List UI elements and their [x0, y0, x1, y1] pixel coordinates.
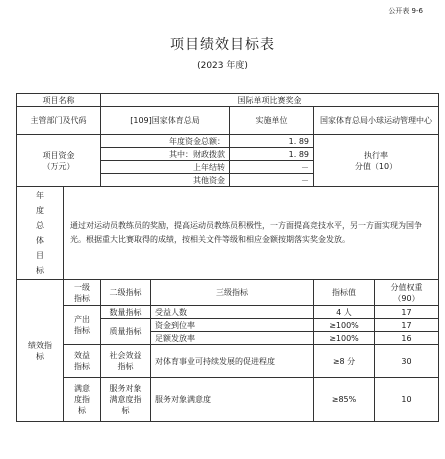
output-quantity: 数量指标: [101, 306, 151, 319]
project-name-label: 项目名称: [17, 94, 101, 107]
dept-label: 主管部门及代码: [17, 107, 101, 135]
satisfaction-lvl3: 服务对象满意度: [151, 378, 314, 422]
output-row-value: 4 人: [314, 306, 375, 319]
output-lvl1: 产出指标: [64, 306, 101, 345]
benefit-weight: 30: [375, 345, 439, 378]
head-lvl3: 三级指标: [151, 280, 314, 306]
exec-rate: 执行率 分值（10）: [314, 135, 439, 187]
output-row-weight: 16: [375, 332, 439, 345]
funds-other-label: 其他资金: [101, 174, 230, 187]
output-quality: 质量指标: [101, 319, 151, 345]
annual-goal-label: 年度总体目标: [17, 187, 64, 280]
page-subtitle: (2023 年度): [197, 61, 248, 71]
impl-label: 实施单位: [230, 107, 314, 135]
indicators-section-label: 绩效指标: [17, 280, 64, 422]
funds-carryover-label: 上年结转: [101, 161, 230, 174]
output-row-lvl3: 资金到位率: [151, 319, 314, 332]
funds-label: 项目资金 （万元）: [17, 135, 101, 187]
funds-other-value: －: [230, 174, 314, 187]
dept-value: [109]国家体育总局: [101, 107, 230, 135]
output-row-weight: 17: [375, 319, 439, 332]
output-row-lvl3: 受益人数: [151, 306, 314, 319]
satisfaction-lvl1: 满意度指标: [64, 378, 101, 422]
funds-carryover-value: －: [230, 161, 314, 174]
head-weight: 分值权重 （90）: [375, 280, 439, 306]
annual-goal-text: 通过对运动员教练员的奖励，提高运动员教练员积极性，一方面提高竞技水平，另一方面实现为国争光。根据重大比赛取得的成绩，按相关文件等级和相应金额按期落实奖金发放。: [64, 187, 439, 280]
head-lvl1: 一级指标: [64, 280, 101, 306]
funds-total-label: 年度资金总额：: [101, 135, 230, 148]
output-row-value: ≥100%: [314, 332, 375, 345]
benefit-lvl2: 社会效益指标: [101, 345, 151, 378]
page-title: 项目绩效目标表: [170, 37, 275, 53]
benefit-lvl3: 对体育事业可持续发展的促进程度: [151, 345, 314, 378]
project-name: 国际单项比赛奖金: [101, 94, 439, 107]
head-value: 指标值: [314, 280, 375, 306]
output-row-lvl3: 足额发放率: [151, 332, 314, 345]
output-row-weight: 17: [375, 306, 439, 319]
funds-total-value: 1. 89: [230, 135, 314, 148]
head-lvl2: 二级指标: [101, 280, 151, 306]
performance-table: [16, 93, 439, 422]
funds-fiscal-label: 其中：财政拨款: [101, 148, 230, 161]
funds-fiscal-value: 1. 89: [230, 148, 314, 161]
impl-value: 国家体育总局小球运动管理中心: [314, 107, 439, 135]
satisfaction-weight: 10: [375, 378, 439, 422]
output-row-value: ≥100%: [314, 319, 375, 332]
form-id: 公开表 9-6: [388, 7, 423, 15]
satisfaction-lvl2: 服务对象满意度指标: [101, 378, 151, 422]
benefit-value: ≥8 分: [314, 345, 375, 378]
benefit-lvl1: 效益指标: [64, 345, 101, 378]
satisfaction-value: ≥85%: [314, 378, 375, 422]
